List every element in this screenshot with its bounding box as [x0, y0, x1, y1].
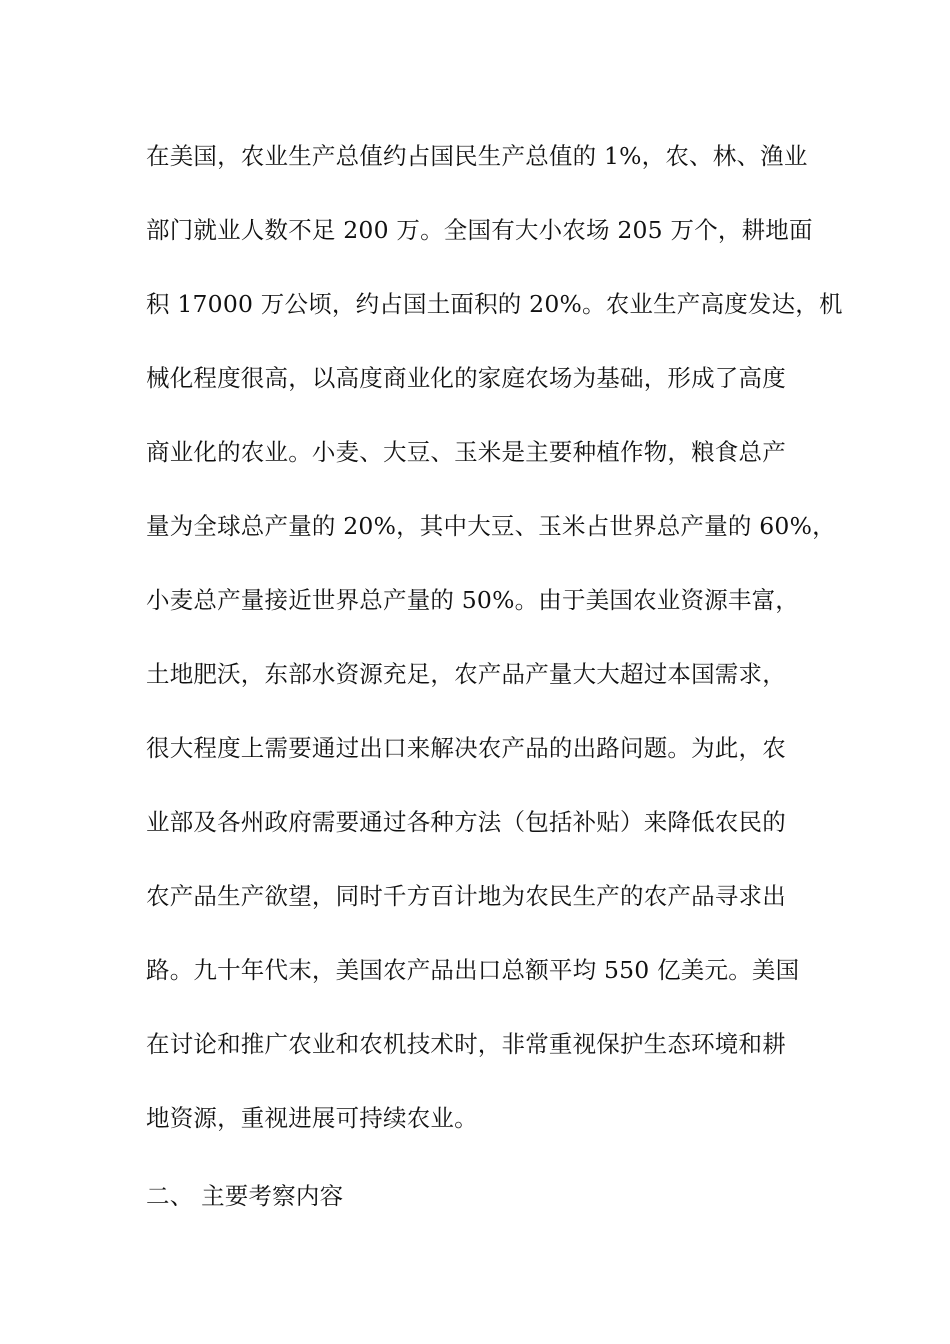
section-heading: 二、 主要考察内容: [146, 1182, 344, 1210]
paragraph-line: 农产品生产欲望，同时千方百计地为农民生产的农产品寻求出: [146, 882, 786, 910]
paragraph-line: 在美国，农业生产总值约占国民生产总值的 1%，农、林、渔业: [146, 142, 808, 170]
paragraph-line: 地资源，重视进展可持续农业。: [146, 1104, 478, 1132]
paragraph-line: 商业化的农业。小麦、大豆、玉米是主要种植作物，粮食总产: [146, 438, 786, 466]
body-paragraph: [146, 133, 843, 1169]
paragraph-line: 械化程度很高，以高度商业化的家庭农场为基础，形成了高度: [146, 364, 786, 392]
paragraph-line: 土地肥沃，东部水资源充足，农产品产量大大超过本国需求，: [146, 660, 786, 688]
paragraph-line: 路。九十年代末，美国农产品出口总额平均 550 亿美元。美国: [146, 956, 800, 984]
paragraph-line: 量为全球总产量的 20%，其中大豆、玉米占世界总产量的 60%，: [146, 512, 836, 540]
paragraph-line: 小麦总产量接近世界总产量的 50%。由于美国农业资源丰富，: [146, 586, 800, 614]
paragraph-line: 很大程度上需要通过出口来解决农产品的出路问题。为此，农: [146, 734, 786, 762]
paragraph-line: 在讨论和推广农业和农机技术时，非常重视保护生态环境和耕: [146, 1030, 786, 1058]
paragraph-line: 积 17000 万公顷，约占国土面积的 20%。农业生产高度发达，机: [146, 290, 843, 318]
paragraph-line: 业部及各州政府需要通过各种方法（包括补贴）来降低农民的: [146, 808, 786, 836]
paragraph-line: 部门就业人数不足 200 万。全国有大小农场 205 万个，耕地面: [146, 216, 813, 244]
